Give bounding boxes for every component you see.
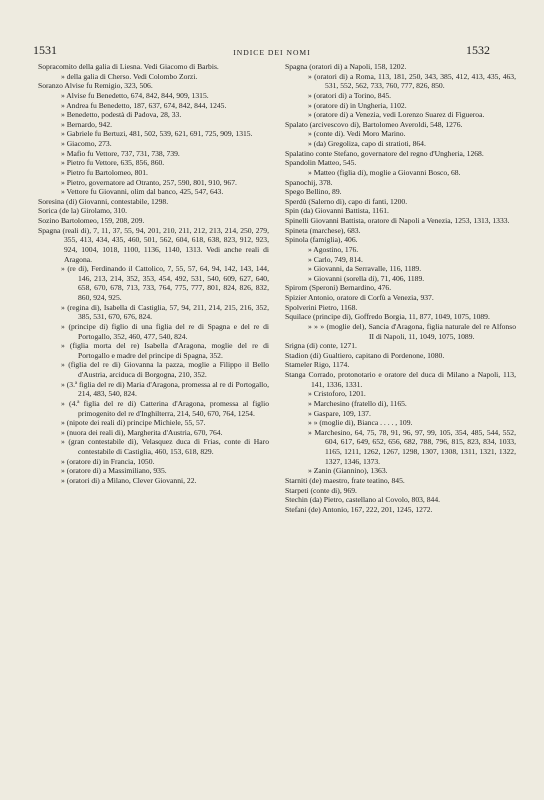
index-entry: » Agostino, 176. bbox=[308, 244, 359, 254]
index-entry: » (nipote dei reali di) principe Michiele, 55, 57. bbox=[61, 418, 206, 428]
index-entry: Spinola (famiglia), 406. bbox=[285, 235, 358, 245]
index-entry: » (regina di), Isabella di Castiglia, 57, 94, 211, 214, 215, 216, 352, 385, 531, 670, 676, 824. bbox=[61, 302, 269, 322]
index-entry: » Benedetto, podestà di Padova, 28, 33. bbox=[61, 110, 182, 120]
index-entry: Stanga Corrado, protonotario e oratore del duca di Milano a Napoli, 113, 141, 1336, 1331. bbox=[285, 370, 516, 389]
index-entry: Spanochij, 378. bbox=[285, 177, 333, 187]
index-entry: Srigna (di) conte, 1271. bbox=[285, 341, 357, 351]
index-entry: » Giovanni (sorella di), 71, 406, 1189. bbox=[308, 273, 425, 283]
index-entry: » Alvise fu Benedetto, 674, 842, 844, 909, 1315. bbox=[61, 90, 209, 100]
index-entry: Spagna (reali di), 7, 11, 37, 55, 94, 201, 210, 211, 212, 213, 214, 250, 279, 355, 413, 434, 435, 460, 501, 562, 604, 618, 638, 823, 912, 923, 924, 1004, 1018, 1100, 1136, 1140, 1313. Vedi anche reali di Aragona. bbox=[38, 225, 269, 264]
index-entry: » Pietro fu Vettore, 635, 856, 860. bbox=[61, 158, 165, 168]
index-entry: Spalatino conte Stefano, governatore del regno d'Ungheria, 1268. bbox=[285, 148, 484, 158]
index-entry: » Marchesino, 64, 75, 78, 91, 96, 97, 99, 105, 354, 485, 544, 552, 604, 617, 649, 652, 656, 682, 788, 796, 815, 823, 834, 1033, 1165, 1211, 1262, 1267, 1298, 1307, 1308, 1311, 1321, 1322, 1327, 1346, 1373. bbox=[308, 427, 516, 466]
index-entry: Starpeti (conte di), 969. bbox=[285, 485, 357, 495]
index-entry: » (3.ª figlia del re di) Maria d'Aragona, promessa al re di Portogallo, 214, 483, 540, 824. bbox=[61, 379, 269, 399]
index-entry: Stefani (de) Antonio, 167, 222, 201, 1245, 1272. bbox=[285, 504, 433, 514]
index-entry: Stechin (da) Pietro, castellano al Covolo, 803, 844. bbox=[285, 495, 441, 505]
index-entry: » Marchesino (fratello di), 1165. bbox=[308, 398, 407, 408]
index-entry: Spagna (oratori di) a Napoli, 158, 1202. bbox=[285, 62, 407, 71]
index-entry: Spinelli Giovanni Battista, oratore di Napoli a Venezia, 1253, 1313, 1333. bbox=[285, 216, 510, 225]
page-number-right: 1532 bbox=[466, 43, 490, 57]
index-entry: Starniti (de) maestro, frate teatino, 845. bbox=[285, 475, 405, 485]
index-entry: » Giovanni, da Serravalle, 116, 1189. bbox=[308, 264, 422, 274]
index-entry: Stameler Rigo, 1174. bbox=[285, 360, 350, 370]
index-entry: Sperdù (Salerno di), capo di fanti, 1200. bbox=[285, 196, 408, 206]
index-entry: » (oratori di) a Roma, 113, 181, 250, 343, 385, 412, 413, 435, 463, 531, 552, 562, 733, 760, 777, 826, 850. bbox=[308, 71, 516, 91]
index-entry: Spalato (arcivescovo di), Bartolomeo Averoldi, 548, 1276. bbox=[285, 119, 463, 129]
index-entry: Spirom (Speroni) Bernardino, 476. bbox=[285, 283, 392, 293]
index-entry: » Pietro, governatore ad Otranto, 257, 590, 801, 910, 967. bbox=[61, 177, 237, 187]
index-entry: » Vettore fu Giovanni, olim dal banco, 425, 547, 643. bbox=[61, 187, 224, 197]
index-entry: » (figlia morta del re) Isabella d'Aragona, moglie del re di Portogallo e madre del principe di Spagna, 352. bbox=[61, 341, 269, 360]
index-entry: » Zanin (Giannino), 1363. bbox=[308, 466, 388, 476]
index-entry: » Pietro fu Bartolomeo, 801. bbox=[61, 167, 148, 177]
index-entry: » (oratore di) a Massimiliano, 935. bbox=[61, 466, 167, 476]
index-entry: Spego Bellino, 89. bbox=[285, 187, 342, 197]
index-entry: » Cristoforo, 1201. bbox=[308, 389, 366, 399]
index-column-right bbox=[285, 62, 516, 514]
index-entry: » (4.ª figlia del re di) Catterina d'Aragona, promessa al figlio primogenito del re d'Inghilterra, 214, 540, 670, 764, 1254. bbox=[61, 398, 269, 418]
index-entry: » (oratore di) in Ungheria, 1102. bbox=[308, 100, 407, 110]
index-entry: » Giacomo, 273. bbox=[61, 139, 112, 148]
index-entry: » » » (moglie del), Sancia d'Aragona, figlia naturale del re Alfonso II di Napoli, 11, 1049, 1075, 1089. bbox=[308, 321, 516, 341]
index-entry: Spineta (marchese), 683. bbox=[285, 225, 361, 235]
index-entry: Sopracomito della galia di Liesna. Vedi Giacomo di Barbis. bbox=[38, 62, 219, 71]
index-entry: » (oratore di) in Francia, 1050. bbox=[61, 456, 155, 466]
index-entry: » Carlo, 749, 814. bbox=[308, 254, 363, 264]
index-entry: » (oratori di) a Milano, Clever Giovanni, 22. bbox=[61, 475, 197, 485]
index-entry: Sozino Bartolomeo, 159, 208, 209. bbox=[38, 216, 145, 225]
index-entry: Spolverini Pietro, 1168. bbox=[285, 302, 358, 312]
index-entry: Stadion (di) Gualtiero, capitano di Pordenone, 1080. bbox=[285, 350, 445, 360]
index-column-left bbox=[38, 62, 269, 486]
index-entry: Squilace (principe di), Goffredo Borgia, 11, 877, 1049, 1075, 1089. bbox=[285, 312, 490, 322]
index-entry: Soranzo Alvise fu Remigio, 323, 506. bbox=[38, 81, 153, 91]
index-entry: » (conte di). Vedi Moro Marino. bbox=[308, 129, 406, 139]
index-entry: » (figlia del re di) Giovanna la pazza, moglie a Filippo il Bello d'Austria, arciduca di Borgogna, 210, 352. bbox=[61, 360, 269, 379]
index-entry: » Matteo (figlia di), moglie a Giovanni Bosco, 68. bbox=[308, 167, 461, 177]
index-entry: Spizier Antonio, oratore di Corfù a Venezia, 937. bbox=[285, 293, 434, 302]
index-entry: Sorica (de la) Girolamo, 310. bbox=[38, 206, 127, 216]
index-entry: » (da) Gregoliza, capo di stratioti, 864. bbox=[308, 139, 426, 148]
index-entry: » della galia di Cherso. Vedi Colombo Zorzi. bbox=[61, 71, 198, 81]
index-entry: Spin (da) Giovanni Battista, 1161. bbox=[285, 206, 389, 216]
index-entry: » Andrea fu Benedetto, 187, 637, 674, 842, 844, 1245. bbox=[61, 100, 227, 110]
index-entry: » (nuora dei reali di), Margherita d'Austria, 670, 764. bbox=[61, 427, 223, 437]
index-entry: » (oratori di) a Torino, 845. bbox=[308, 90, 392, 100]
index-entry: » Mafio fu Vettore, 737, 731, 738, 739. bbox=[61, 148, 180, 158]
running-header: INDICE DEI NOMI bbox=[233, 48, 311, 57]
index-entry: Soresina (di) Giovanni, contestabile, 1298. bbox=[38, 196, 169, 206]
index-entry: » Bernardo, 942. bbox=[61, 119, 113, 129]
index-entry: » (gran contestabile di), Velasquez duca di Frias, conte di Haro contestabile di Castiglia, 460, 153, 618, 829. bbox=[61, 437, 269, 456]
index-entry: » » (moglie di), Bianca . . . . , 109. bbox=[308, 418, 413, 428]
index-entry: » (oratore di) a Venezia, vedi Lorenzo Suarez di Figueroa. bbox=[308, 110, 485, 120]
index-entry: » Gabriele fu Bertuzi, 481, 502, 539, 621, 691, 725, 909, 1315. bbox=[61, 129, 253, 139]
index-entry: Spandolin Matteo, 545. bbox=[285, 158, 357, 168]
page-number-left: 1531 bbox=[33, 43, 57, 57]
index-entry: » (principe di) figlio di una figlia del re di Spagna e del re di Portogallo, 352, 460, 477, 540, 824. bbox=[61, 321, 269, 341]
index-entry: » Gaspare, 109, 137. bbox=[308, 408, 371, 418]
index-entry: » (re di), Ferdinando il Cattolico, 7, 55, 57, 64, 94, 142, 143, 144, 146, 213, 214, 352, 353, 454, 492, 531, 540, 609, 627, 640, 658, 670, 678, 713, 733, 764, 775, 777, 801, 824, 826, 832, 860, 924, 925. bbox=[61, 264, 269, 302]
